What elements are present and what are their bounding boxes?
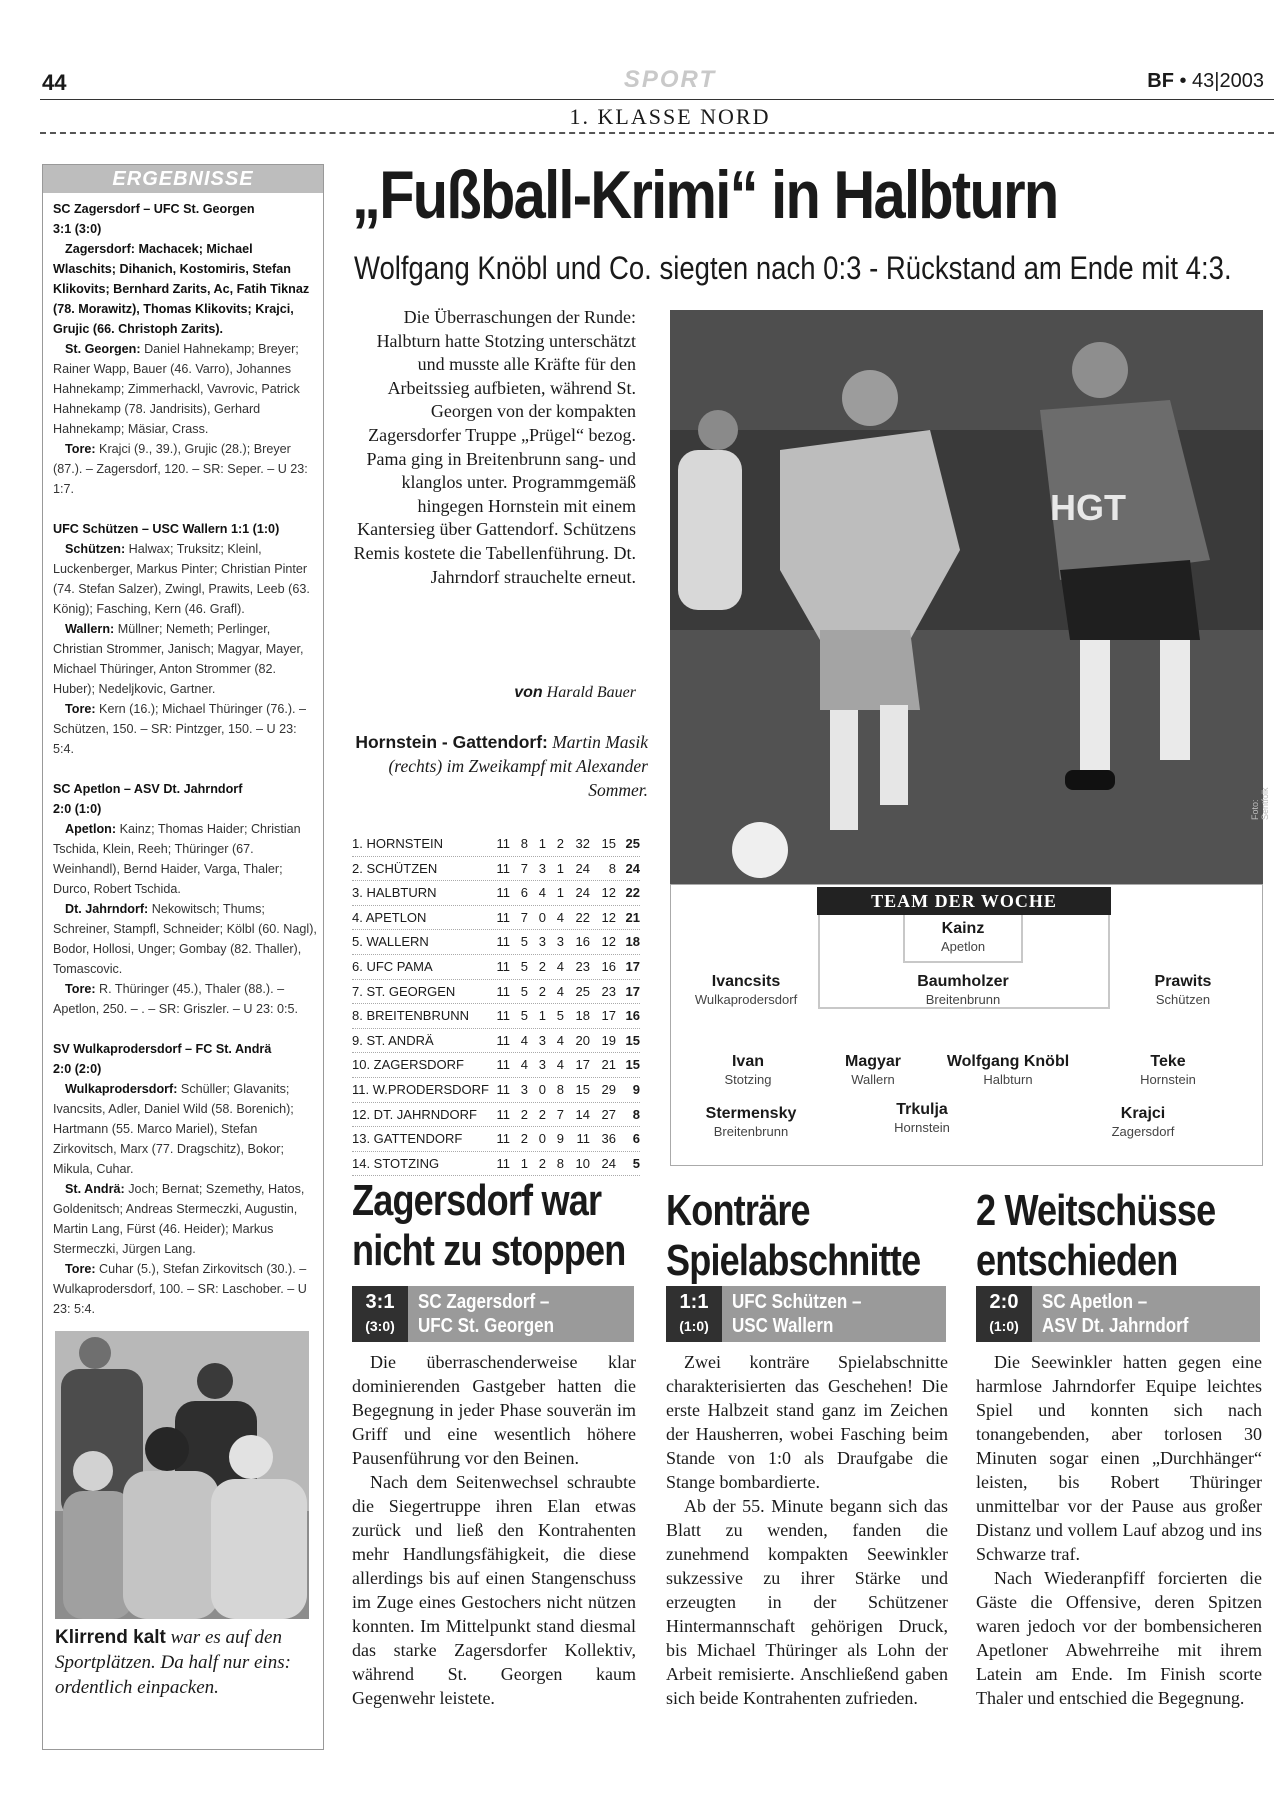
standings-l: 4 [556,1057,564,1073]
standings-g: 11 [496,1008,510,1024]
article-title: Zagersdorf war nicht zu stoppen [352,1176,626,1275]
standings-pts: 18 [625,934,640,950]
standings-table [352,832,640,1176]
standings-g: 11 [496,958,510,974]
league-title: 1. KLASSE NORD [569,104,771,129]
score-box: 3:1 (3:0) [352,1286,408,1342]
standings-g: 11 [496,1131,510,1147]
standings-ga: 16 [601,958,616,974]
issue-info [1147,70,1264,93]
standings-team: 3. HALBTURN [352,885,437,901]
standings-w: 2 [520,1106,528,1122]
standings-row [352,857,640,882]
match-title: SC Zagersdorf – UFC St. Georgen [53,202,255,216]
standings-g: 11 [496,909,510,925]
standings-pts: 24 [625,860,640,876]
standings-l: 1 [556,860,564,876]
standings-d: 1 [538,1008,546,1024]
lineup-line: Wulkaprodersdorf: Schüller; Glavanits; Ivancsits, Adler, Daniel Wild (58. Borenich); Hartmann (55. Marco Mariel), Stefan Zirkovitsch, Marx (77. Dragschitz), Bokor; Mikula, Cuhar. [53,1082,294,1176]
standings-row [352,881,640,906]
lineup-line: St. Andrä: Joch; Bernat; Szemethy, Hatos, Goldenitsch; Andreas Stermeczki, Augustin, Martin Lang, Fürst (46. Heider); Markus Stermeczki, Jürgen Lang. [53,1182,305,1256]
standings-l: 2 [556,836,564,851]
standings-ga: 15 [601,836,616,851]
standings-row [352,1029,640,1054]
standings-pts: 15 [625,1057,640,1073]
standings-w: 5 [520,1008,528,1024]
standings-ga: 24 [601,1155,616,1171]
score-bar [352,1286,634,1342]
team-player: Ivan Stotzing [724,1053,772,1087]
standings-team: 11. W.PRODERSDORF [352,1081,490,1097]
match-result [53,1039,319,1319]
standings-row [352,1078,640,1103]
results-sidebar [42,164,324,1750]
standings-team: 1. HORNSTEIN [352,836,444,851]
standings-row [352,832,640,857]
standings-d: 2 [538,983,546,999]
article-body: Die Seewinkler hatten gegen eine harmlose Jahrndorfer Equipe leichtes Spiel und konnten sich nach tonangebenden, aber torlosen 30 Minuten sogar einen „Durchhänger“ leisten, bis Robert Thüringer unmittelbar vor der Pause aus großer Distanz und vollem Lauf abzog und ins Schwarze traf. Nach Wiederanpfiff forcierten die Gäste die Offensive, deren Spitzen waren jedoch vor der bombensicheren Apetloner Abwehrreihe mit ihrem Latein am Ende. Im Finish scorte Thaler und entschied die Begegnung. [976,1352,1262,1708]
standings-w: 4 [520,1057,528,1073]
standings-l: 4 [556,909,564,925]
publication-name: BF [1147,70,1174,92]
page-number: 44 [42,70,67,95]
article-body: Zwei konträre Spielabschnitte charakterisierten das Geschehen! Die erste Halbzeit stand ganz im Zeichen der Hausherren, wobei Fasching beim Stande von 1:0 als Draufgabe die Stange bombardierte. Ab der 55. Minute begann sich das Blatt zu wenden, fanden die zunehmend kompakten Seewinkler sukzessive zu ihrer Stärke und erzeugten in der Schützener Hintermannschaft gehörigen Druck, bis Michael Thüringer als Lohn der Arbeit remisierte. Anschließend gaben sich beide Kontrahenten zufrieden. [666,1352,948,1708]
subheadline: Wolfgang Knöbl und Co. siegten nach 0:3 - Rückstand am Ende mit 4:3. [354,250,1232,286]
standings-g: 11 [496,1155,510,1171]
standings-w: 3 [520,1081,528,1097]
standings-gf: 23 [575,958,590,974]
standings-g: 11 [496,1106,510,1122]
team-player: Prawits Schützen [1154,973,1212,1007]
standings-gf: 20 [575,1032,590,1048]
standings-pts: 16 [625,1008,640,1024]
standings-row [352,1004,640,1029]
standings-pts: 22 [625,885,640,901]
match-score: 2:0 (1:0) [53,802,102,816]
header-rule [40,99,1274,100]
goals-line: Tore: Kern (16.); Michael Thüringer (76.). – Schützen, 150. – SR: Pintzger, 150. – U 23: 5:4. [53,702,307,756]
jersey-sponsor: HGT [1050,487,1126,528]
match-title: SC Apetlon – ASV Dt. Jahrndorf [53,782,243,796]
results-title: ERGEBNISSE [43,165,323,193]
standings-g: 11 [496,885,510,901]
standings-gf: 16 [575,934,590,950]
standings-w: 5 [520,983,528,999]
standings-team: 14. STOTZING [352,1155,440,1171]
standings-w: 5 [520,934,528,950]
lineup-line: Apetlon: Kainz; Thomas Haider; Christian Tschida, Klein, Reeh; Thüringer (67. Weinhandl), Bernd Haider, Varga, Thaler; Durco, Robert Tschida. [53,822,301,896]
standings-ga: 19 [601,1032,616,1048]
team-player: Trkulja Hornstein [894,1101,950,1135]
article-body: Die überraschenderweise klar dominierenden Gastgeber hatten die Begegnung in jeder Phase souverän im Griff und eine wesentlich höhere Pausenführung vor den Beinen. Nach dem Seitenwechsel schraubte die Siegertruppe ihren Elan etwas zurück und ließ den Kontrahenten mehr Handlungsfähigkeit, die diese allerdings bis auf einen Stangenschuss im Zuge eines Gestochers nicht nützen konnten. Im Mittelpunkt stand diesmal das starke Zagersdorfer Kollektiv, während St. Georgen kaum Gegenwehr leistete. [352,1352,636,1708]
standings-team: 7. ST. GEORGEN [352,983,456,999]
standings-pts: 5 [632,1155,640,1171]
goals-line: Tore: Krajci (9., 39.), Grujic (28.); Breyer (87.). – Zagersdorf, 120. – SR: Seper. – U 23: 1:7. [53,442,308,496]
header-dashed-rule [40,132,1274,134]
match-photo-illustration [670,310,1263,884]
team-title: TEAM DER WOCHE [817,887,1111,915]
standings-gf: 17 [575,1057,590,1073]
standings-team: 6. UFC PAMA [352,958,433,974]
score-teams: SC Zagersdorf – UFC St. Georgen [418,1291,555,1337]
standings-d: 4 [538,885,546,901]
standings-g: 11 [496,934,510,950]
photo-caption: Hornstein - Gattendorf: Martin Masik (rechts) im Zweikampf mit Alexander Sommer. [355,732,648,800]
lineup-line: Wallern: Müllner; Nemeth; Perlinger, Christian Strommer, Janisch; Magyar, Mayer, Michael Thüringer, Anton Strommer (82. Huber); Nedeljkovic, Gartner. [53,622,304,696]
standings-pts: 9 [632,1081,640,1097]
photo-credit: Foto: Sentfolk [1250,787,1270,820]
standings-l: 4 [556,1032,564,1048]
lineup-line: Zagersdorf: Machacek; Michael Wlaschits; Dihanich, Kostomiris, Stefan Klikovits; Bernhard Zarits, Ac, Fatih Tiknaz (78. Morawitz), Thomas Klikovits; Krajci, Grujic (66. Christoph Zarits). [53,242,310,336]
team-player: Baumholzer Breitenbrunn [917,973,1009,1007]
standings-w: 4 [520,1032,528,1048]
standings-w: 2 [520,1131,528,1147]
standings-gf: 18 [575,1008,590,1024]
standings-team: 10. ZAGERSDORF [352,1057,464,1073]
team-player: Stermensky Breitenbrunn [705,1105,797,1139]
standings-ga: 17 [601,1008,616,1024]
standings-team: 8. BREITENBRUNN [352,1008,470,1024]
standings-team: 2. SCHÜTZEN [352,860,438,876]
standings-d: 2 [538,1106,546,1122]
lineup-line: Schützen: Halwax; Truksitz; Kleinl, Luckenberger, Markus Pinter; Christian Pinter (74. Stefan Salzer), Zwingl, Prawits, Leeb (63. König); Fasching, Kern (46. Grafl). [53,542,310,616]
standings-pts: 17 [625,958,640,974]
standings-ga: 23 [601,983,616,999]
standings-l: 4 [556,958,564,974]
standings-d: 1 [538,836,546,851]
standings-l: 4 [556,983,564,999]
match-score: 3:1 (3:0) [53,222,102,236]
score-box: 2:0 (1:0) [976,1286,1032,1342]
standings-pts: 8 [632,1106,640,1122]
standings-gf: 15 [575,1081,590,1097]
standings-gf: 10 [575,1155,590,1171]
standings-team: 13. GATTENDORF [352,1131,463,1147]
team-player: Wolfgang Knöbl Halbturn [946,1053,1070,1087]
standings-gf: 11 [576,1131,590,1147]
standings-row [352,955,640,980]
standings-row [352,980,640,1005]
standings-gf: 24 [575,885,590,901]
standings-w: 7 [520,860,528,876]
standings-g: 11 [496,1032,510,1048]
standings-g: 11 [496,1057,510,1073]
standings-row [352,930,640,955]
team-player: Ivancsits Wulkaprodersdorf [694,973,798,1007]
standings-ga: 27 [601,1106,616,1122]
match-result [53,519,319,759]
standings-l: 3 [556,934,564,950]
standings-row [352,906,640,931]
standings-team: 9. ST. ANDRÄ [352,1032,434,1048]
team-of-the-week [670,884,1263,1166]
standings-row [352,1127,640,1152]
standings-gf: 24 [575,860,590,876]
standings-g: 11 [496,836,510,851]
score-bar [666,1286,946,1342]
standings-d: 2 [538,958,546,974]
goals-line: Tore: R. Thüringer (45.), Thaler (88.). – Apetlon, 250. – . – SR: Griszler. – U 23: 0:5. [53,982,299,1016]
standings-ga: 21 [601,1057,616,1073]
standings-gf: 25 [575,983,590,999]
standings-ga: 8 [608,860,616,876]
score-box: 1:1 (1:0) [666,1286,722,1342]
goals-line: Tore: Cuhar (5.), Stefan Zirkovitsch (30.). – Wulkaprodersdorf, 100. – SR: Laschober. – U 23: 5:4. [53,1262,307,1316]
standings-ga: 29 [601,1081,616,1097]
standings-d: 2 [538,1155,546,1171]
score-teams: SC Apetlon – ASV Dt. Jahrndorf [1042,1291,1189,1337]
standings-w: 7 [520,909,528,925]
spectators-caption: Klirrend kalt war es auf den Sportplätzen. Da half nur eins: ordentlich einpacken. [55,1627,291,1698]
standings-pts: 17 [625,983,640,999]
standings-g: 11 [496,983,510,999]
standings-team: 12. DT. JAHRNDORF [352,1106,477,1122]
standings-l: 1 [556,885,564,901]
issue-number: • 43|2003 [1179,70,1264,92]
standings-l: 9 [556,1131,564,1147]
score-bar [976,1286,1260,1342]
standings-w: 8 [520,836,528,851]
standings-w: 5 [520,958,528,974]
standings-pts: 6 [632,1131,640,1147]
match-photo [670,310,1263,884]
byline: von Harald Bauer [514,684,636,701]
standings-pts: 21 [625,909,640,925]
standings-pts: 15 [625,1032,640,1048]
standings-pts: 25 [625,836,640,851]
standings-team: 4. APETLON [352,909,427,925]
team-player: Kainz Apetlon [940,920,986,954]
standings-ga: 12 [601,885,616,901]
match-result [53,199,319,499]
team-player: Krajci Zagersdorf [1111,1105,1175,1139]
match-title: SV Wulkaprodersdorf – FC St. Andrä [53,1042,272,1056]
standings-d: 3 [538,1032,546,1048]
standings-d: 0 [538,1081,546,1097]
match-title: UFC Schützen – USC Wallern 1:1 (1:0) [53,522,280,536]
standings-l: 8 [556,1155,564,1171]
standings-g: 11 [496,860,510,876]
standings-ga: 36 [601,1131,616,1147]
standings-row [352,1053,640,1078]
headline: „Fußball-Krimi“ in Halbturn [352,157,1058,233]
standings-l: 5 [556,1008,564,1024]
team-player: Teke Hornstein [1140,1053,1196,1087]
spectators-photo [55,1331,309,1619]
standings-d: 3 [538,934,546,950]
score-teams: UFC Schützen – USC Wallern [732,1291,862,1337]
standings-ga: 12 [601,909,616,925]
lineup-line: St. Georgen: Daniel Hahnekamp; Breyer; Rainer Wapp, Bauer (46. Varro), Johannes Hahnekamp; Zimmerhackl, Vavrovic, Patrick Hahnekamp (78. Jandrisits), Gerhard Hahnekamp; Mäsiar, Crass. [53,342,300,436]
standings-l: 8 [556,1081,564,1097]
spectators-illustration [55,1331,309,1619]
standings-w: 1 [520,1155,528,1171]
standings-d: 3 [538,860,546,876]
article-title: Konträre Spielabschnitte [666,1186,921,1285]
standings-g: 11 [496,1081,510,1097]
article-title: 2 Weitschüsse entschieden [976,1186,1216,1285]
match-result [53,779,319,1019]
team-player: Magyar Wallern [844,1053,902,1087]
standings-row [352,1103,640,1128]
standings-d: 0 [538,909,546,925]
section-title: SPORT [623,66,717,93]
standings-d: 0 [538,1131,546,1147]
standings-gf: 14 [575,1106,590,1122]
standings-w: 6 [520,885,528,901]
standings-l: 7 [556,1106,564,1122]
standings-d: 3 [538,1057,546,1073]
match-score: 2:0 (2:0) [53,1062,102,1076]
standings-ga: 12 [601,934,616,950]
lineup-line: Dt. Jahrndorf: Nekowitsch; Thums; Schreiner, Stampfl, Schneider; Kölbl (60. Nagl), Bodor, Hollosi, Unger; Gombay (82. Thaller), Tomascovic. [53,902,317,976]
lead-paragraph: Die Überraschungen der Runde: Halbturn hatte Stotzing unterschätzt und musste alle Kräfte für den Arbeitssieg aufbieten, während St. Georgen von der kompakten Zagersdorfer Truppe „Prügel“ bezog. Pama ging in Breitenbrunn sang- und klanglos unter. Programmgemäß hingegen Hornstein mit einem Kantersieg über Gattendorf. Schützens Remis kostete die Tabellenführung. Dt. Jahrndorf strauchelte erneut. [353,307,636,587]
standings-gf: 22 [575,909,590,925]
results-list [53,199,319,1339]
standings-row [352,1152,640,1177]
standings-gf: 32 [575,836,590,851]
standings-team: 5. WALLERN [352,934,429,950]
